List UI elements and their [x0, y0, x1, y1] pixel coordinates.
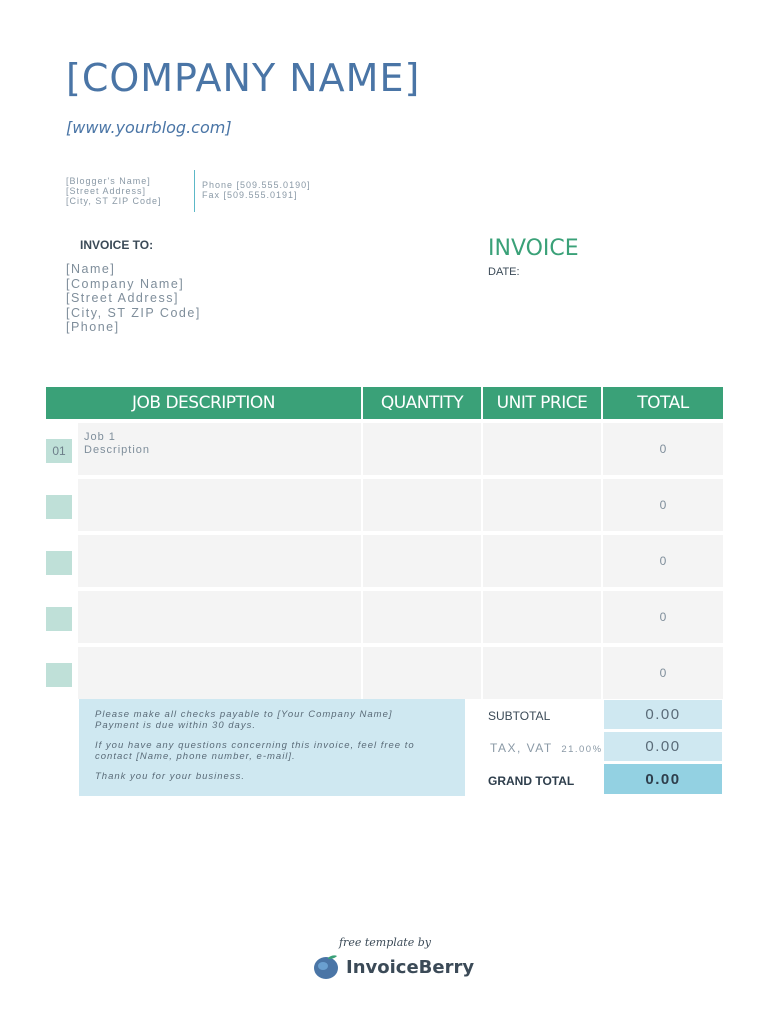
tax-value: 0.00 — [604, 732, 722, 761]
unit-price-cell[interactable] — [483, 535, 601, 587]
sender-fax: Fax [509.555.0191] — [202, 190, 298, 200]
website-url: [www.yourblog.com] — [66, 118, 232, 137]
tax-name: TAX, VAT — [490, 741, 553, 755]
table-header — [46, 387, 723, 419]
divider — [194, 170, 195, 212]
subtotal-value: 0.00 — [604, 700, 722, 729]
brand-name: InvoiceBerry — [346, 956, 475, 978]
table-row — [46, 535, 723, 587]
recipient-name: [Name] — [66, 262, 116, 276]
sender-phone: Phone [509.555.0190] — [202, 180, 311, 190]
row-number — [46, 495, 72, 519]
quantity-cell[interactable] — [363, 423, 481, 475]
row-number: 01 — [46, 439, 72, 463]
quantity-cell[interactable] — [363, 591, 481, 643]
notes-payable: Please make all checks payable to [Your Company Name] — [95, 709, 393, 720]
recipient-address — [66, 262, 201, 335]
row-number — [46, 607, 72, 631]
line-items-table — [46, 387, 723, 699]
description-cell[interactable] — [78, 591, 361, 643]
total-cell: 0 — [603, 423, 723, 475]
quantity-cell[interactable] — [363, 479, 481, 531]
header-unit-price: UNIT PRICE — [483, 387, 601, 419]
invoice-to-label: INVOICE TO: — [80, 238, 154, 252]
job-name: Job 1 — [84, 431, 116, 443]
recipient-phone: [Phone] — [66, 320, 120, 334]
description-cell[interactable] — [78, 535, 361, 587]
header-job-description: JOB DESCRIPTION — [46, 387, 361, 419]
total-cell: 0 — [603, 535, 723, 587]
recipient-company: [Company Name] — [66, 276, 185, 291]
notes-due: Payment is due within 30 days. — [95, 720, 256, 731]
table-row — [46, 479, 723, 531]
row-number — [46, 551, 72, 575]
notes-thanks: Thank you for your business. — [95, 771, 245, 782]
tax-label — [490, 741, 603, 755]
notes-questions: If you have any questions concerning this invoice, feel free to — [95, 740, 415, 751]
total-cell: 0 — [603, 591, 723, 643]
berry-icon — [312, 954, 340, 980]
table-row — [46, 591, 723, 643]
template-credit: free template by — [338, 936, 431, 949]
total-cell: 0 — [603, 647, 723, 699]
description-cell[interactable] — [78, 423, 361, 475]
unit-price-cell[interactable] — [483, 591, 601, 643]
header-quantity: QUANTITY — [363, 387, 481, 419]
sender-name: [Blogger's Name] — [66, 176, 151, 186]
payment-notes — [79, 699, 465, 796]
quantity-cell[interactable] — [363, 535, 481, 587]
notes-contact: contact [Name, phone number, e-mail]. — [95, 751, 296, 762]
grand-total-value: 0.00 — [604, 764, 722, 794]
tax-rate: 21.00% — [561, 744, 603, 755]
sender-address — [66, 176, 162, 206]
company-name: [COMPANY NAME] — [66, 56, 421, 100]
sender-contact — [202, 180, 311, 200]
unit-price-cell[interactable] — [483, 479, 601, 531]
table-row — [46, 423, 723, 475]
table-row — [46, 647, 723, 699]
header-total: TOTAL — [603, 387, 723, 419]
invoiceberry-logo[interactable] — [312, 954, 474, 980]
sender-street: [Street Address] — [66, 186, 147, 196]
description-cell[interactable] — [78, 479, 361, 531]
subtotal-label: SUBTOTAL — [488, 709, 551, 723]
unit-price-cell[interactable] — [483, 423, 601, 475]
date-label: DATE: — [488, 266, 520, 278]
invoice-title: INVOICE — [488, 236, 579, 261]
sender-city: [City, ST ZIP Code] — [66, 196, 162, 206]
recipient-city: [City, ST ZIP Code] — [66, 305, 201, 320]
quantity-cell[interactable] — [363, 647, 481, 699]
job-description: Description — [84, 444, 151, 456]
grand-total-label: GRAND TOTAL — [488, 774, 575, 788]
recipient-street: [Street Address] — [66, 291, 179, 305]
row-number — [46, 663, 72, 687]
total-cell: 0 — [603, 479, 723, 531]
description-cell[interactable] — [78, 647, 361, 699]
unit-price-cell[interactable] — [483, 647, 601, 699]
